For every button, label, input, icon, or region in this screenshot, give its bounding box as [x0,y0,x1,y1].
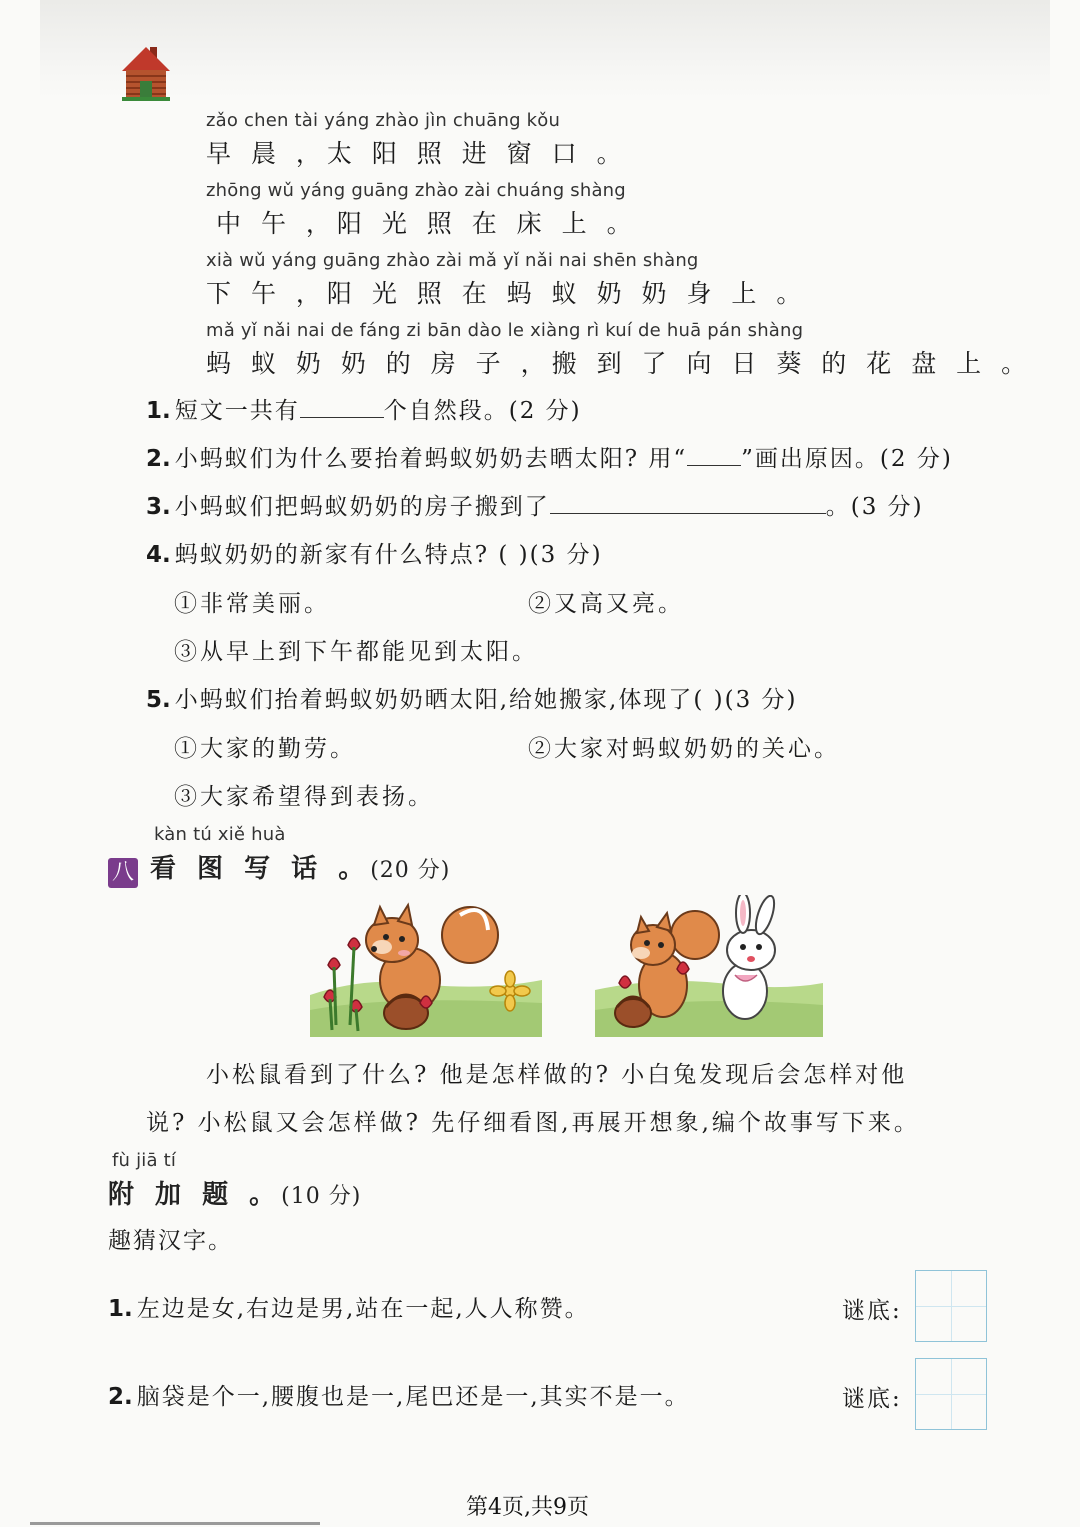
section8-prompt-line-2: 说? 小松鼠又会怎样做? 先仔细看图,再展开想象,编个故事写下来。 [146,1110,920,1136]
story-line-1: 早 晨 ，太 阳 照 进 窗 口 。 [206,139,628,168]
riddle-1: 1. 左边是女,右边是男,站在一起,人人称赞。 [108,1296,590,1322]
q4-option-3: ③从早上到下午都能见到太阳。 [174,639,538,665]
question-3: 3. 小蚂蚁们把蚂蚁奶奶的房子搬到了 。(3 分) [146,494,924,520]
section8-heading: 八 看 图 写 话 。(20 分) [108,848,450,888]
bonus-pinyin: fù jiā tí [112,1150,177,1171]
q5-option-1: ①大家的勤劳。 [174,736,356,762]
illustration-squirrel-picking-flowers [310,895,542,1037]
q4-option-2: ②又高又亮。 [528,591,684,617]
bonus-instruction: 趣猜汉字。 [108,1228,233,1254]
story-pinyin-4: mǎ yǐ nǎi nai de fáng zi bān dào le xiàng rì kuí de huā pán shàng [206,320,804,341]
question-2: 2. 小蚂蚁们为什么要抬着蚂蚁奶奶去晒太阳? 用“ ”画出原因。(2 分) [146,446,953,472]
story-line-4: 蚂 蚁 奶 奶 的 房 子 ，搬 到 了 向 日 葵 的 花 盘 上 。 [206,349,1033,378]
illustration-squirrel-and-rabbit [595,895,823,1037]
bonus-heading: 附 加 题 。(10 分) [108,1180,362,1210]
riddle-1-answer-box[interactable] [915,1270,987,1342]
story-pinyin-2: zhōng wǔ yáng guāng zhào zài chuáng shàng [206,180,626,201]
page-number: 第4页,共9页 [466,1495,589,1520]
q4-option-1: ①非常美丽。 [174,591,330,617]
story-pinyin-1: zǎo chen tài yáng zhào jìn chuāng kǒu [206,110,561,131]
riddle-2: 2. 脑袋是个一,腰腹也是一,尾巴还是一,其实不是一。 [108,1384,690,1410]
answer-blank-1[interactable] [300,397,384,418]
riddle-2-answer-box[interactable] [915,1358,987,1430]
question-5: 5. 小蚂蚁们抬着蚂蚁奶奶晒太阳,给她搬家,体现了( )(3 分) [146,687,798,713]
q5-option-2: ②大家对蚂蚁奶奶的关心。 [528,736,840,762]
q5-option-3: ③大家希望得到表扬。 [174,784,434,810]
house-icon [120,45,172,101]
question-4: 4. 蚂蚁奶奶的新家有什么特点? ( )(3 分) [146,542,603,568]
section8-pinyin: kàn tú xiě huà [154,824,286,845]
question-1: 1. 短文一共有 个自然段。(2 分) [146,398,582,424]
scan-header-shadow [40,0,1050,100]
story-pinyin-3: xià wǔ yáng guāng zhào zài mǎ yǐ nǎi nai shēn shàng [206,250,699,271]
underline-sample [687,445,741,466]
riddle-1-answer-label: 谜底: [842,1298,902,1324]
story-line-2: 中 午 ，阳 光 照 在 床 上 。 [216,209,638,238]
answer-blank-3[interactable] [550,493,826,514]
section8-prompt-line-1: 小松鼠看到了什么? 他是怎样做的? 小白兔发现后会怎样对他 [206,1062,908,1088]
riddle-2-answer-label: 谜底: [842,1386,902,1412]
section8-badge: 八 [108,858,138,888]
bottom-divider [30,1522,320,1525]
story-line-3: 下 午 ，阳 光 照 在 蚂 蚁 奶 奶 身 上 。 [206,279,808,308]
